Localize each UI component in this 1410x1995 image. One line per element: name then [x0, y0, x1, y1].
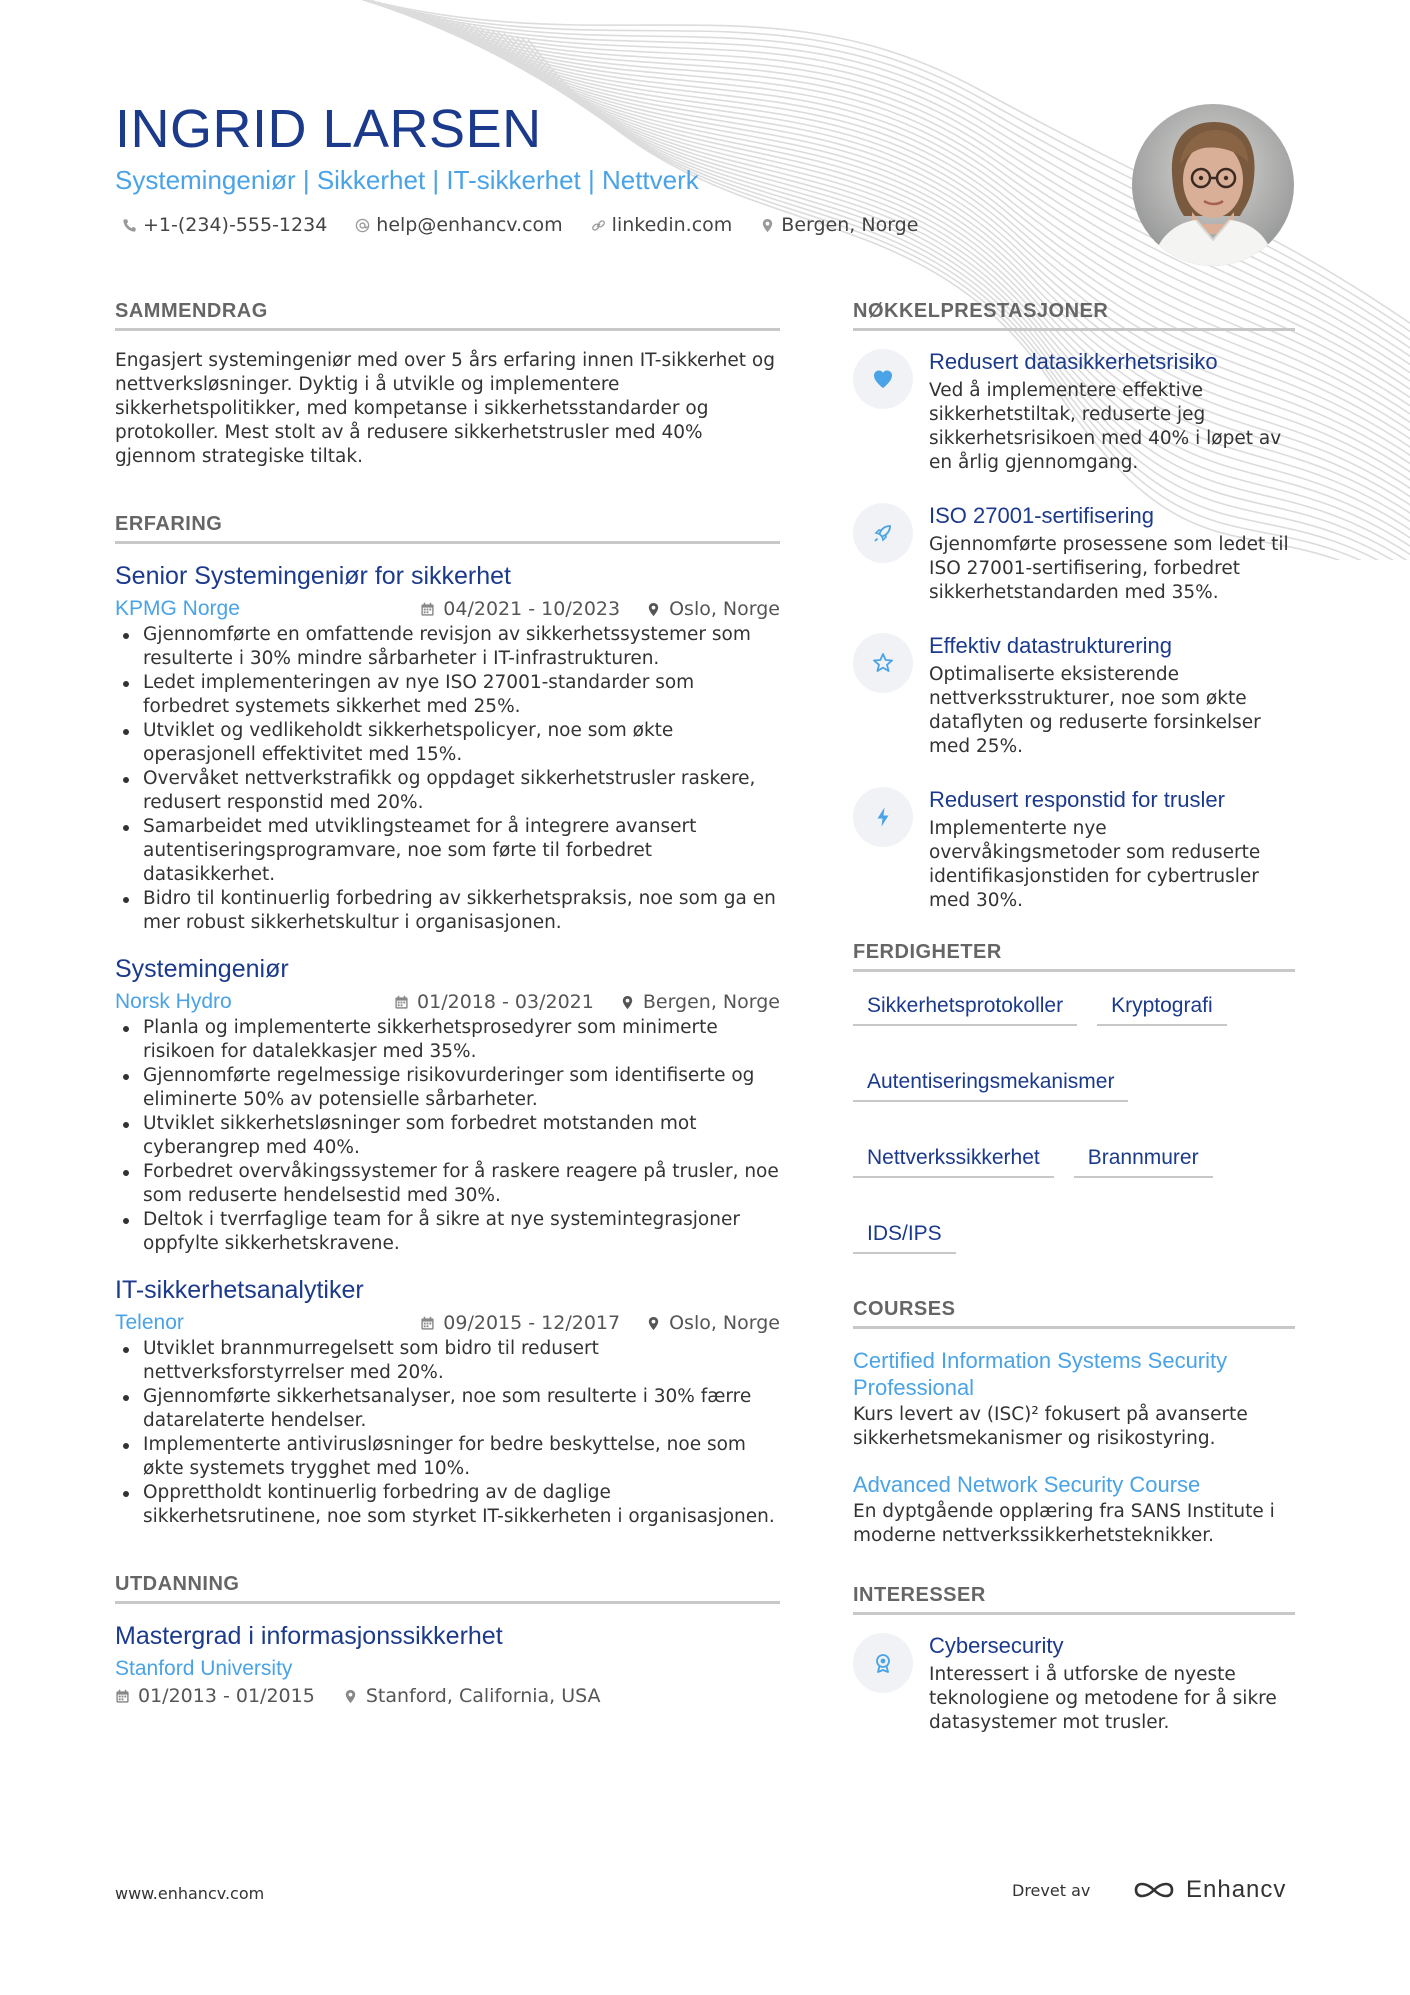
location-pin-icon [620, 995, 635, 1010]
footer-brand-logo[interactable] [1132, 1876, 1286, 1904]
education-school: Stanford University [115, 1657, 293, 1680]
job-dates [420, 598, 620, 620]
achievement-item-title: ISO 27001-sertifisering [929, 503, 1154, 528]
job-company: Norsk Hydro [115, 990, 232, 1013]
job-bullet: Planla og implementerte sikkerhetsprosedyrer som minimerte risikoen for datalekkasjer med 35%. [143, 1016, 780, 1064]
calendar-icon [394, 995, 409, 1010]
education-location-text: Stanford, California, USA [365, 1685, 601, 1707]
right-column [853, 300, 1295, 1763]
location-pin-icon [646, 1316, 661, 1331]
job-bullet: Forbedret overvåkingssystemer for å raskere reagere på trusler, noe som reduserte hendelsestid med 30%. [143, 1161, 779, 1206]
job-meta-right [394, 991, 780, 1013]
course-item [853, 1347, 1295, 1451]
achievement-item-body [929, 633, 1295, 759]
achievements-heading: NØKKELPRESTASJONER [853, 300, 1295, 331]
contact-email[interactable] [355, 214, 562, 236]
job-bullet: Overvåket nettverkstrafikk og oppdaget sikkerhetstrusler raskere, redusert responstid med 20%. [143, 767, 780, 815]
education-heading: UTDANNING [115, 1573, 780, 1604]
job-bullet: Deltok i tverrfaglige team for å sikre at nye systemintegrasjoner oppfylte sikkerhetskravene. [143, 1208, 780, 1256]
calendar-icon [420, 1316, 435, 1331]
achievement-item-body [929, 349, 1295, 475]
achievement-item-desc: Optimaliserte eksisterende nettverksstrukturer, noe som økte dataflyten og reduserte forsinkelser med 25%. [929, 664, 1261, 757]
job-location [646, 1312, 780, 1334]
course-item [853, 1471, 1295, 1548]
job-bullet: Implementerte antivirusløsninger for bedre beskyttelse, noe som økte systemets trygghet med 10%. [143, 1433, 780, 1481]
location-pin-icon [760, 218, 775, 233]
skills-list [853, 990, 1295, 1254]
job-location [620, 991, 780, 1013]
course-title: Advanced Network Security Course [853, 1472, 1201, 1497]
job-bullet: Utviklet brannmurregelsett som bidro til redusert nettverksforstyrrelser med 20%. [143, 1337, 780, 1385]
experience-list [115, 562, 780, 1529]
link-icon [591, 218, 606, 233]
achievement-item-desc: Implementerte nye overvåkingsmetoder som reduserte identifikasjonstiden for cybertrusler med 30%. [929, 818, 1261, 911]
education-location [343, 1685, 601, 1707]
job-bullet: Bidro til kontinuerlig forbedring av sikkerhetspraksis, noe som ga en mer robust sikkerhetskultur i organisasjonen. [143, 887, 780, 935]
calendar-icon [115, 1689, 130, 1704]
job-meta [115, 990, 780, 1014]
job-bullet: Ledet implementeringen av nye ISO 27001-standarder som forbedret systemets sikkerhet med 25%. [143, 671, 780, 719]
job-entry [115, 955, 780, 1256]
interest-item [853, 1633, 1295, 1735]
job-dates [394, 991, 594, 1013]
candidate-headline: Systemingeniør | Sikkerhet | IT-sikkerhet | Nettverk [115, 165, 699, 195]
skills-heading: FERDIGHETER [853, 941, 1295, 972]
enhancv-logo-icon [1132, 1878, 1176, 1902]
job-bullet: Gjennomførte sikkerhetsanalyser, noe som resulterte i 30% færre datarelaterte hendelser. [143, 1385, 780, 1433]
phone-icon [122, 218, 137, 233]
achievement-item-title: Effektiv datastrukturering [929, 633, 1172, 658]
job-company: Telenor [115, 1311, 184, 1334]
interests-list [853, 1633, 1295, 1735]
job-dates-text: 01/2018 - 03/2021 [417, 991, 594, 1013]
phone-text: +1-(234)-555-1234 [143, 214, 328, 236]
job-bullet: Gjennomførte regelmessige risikovurderinger som identifiserte og eliminerte 50% av potensielle sårbarheter. [143, 1064, 780, 1112]
location-pin-icon [646, 602, 661, 617]
job-dates-text: 09/2015 - 12/2017 [443, 1312, 621, 1334]
award-icon [853, 1633, 913, 1693]
courses-list [853, 1347, 1295, 1548]
job-dates-text: 04/2021 - 10/2023 [443, 598, 621, 620]
contact-bar [122, 214, 918, 236]
profile-photo [1132, 104, 1294, 266]
achievement-item-title: Redusert responstid for trusler [929, 787, 1225, 812]
job-bullets [115, 1337, 780, 1529]
at-icon [355, 218, 370, 233]
skill-tag: Brannmurer [1074, 1142, 1213, 1178]
job-meta [115, 597, 780, 621]
course-title: Certified Information Systems Security Professional [853, 1348, 1228, 1400]
achievement-item-body [929, 787, 1295, 913]
job-location-text: Oslo, Norge [669, 598, 780, 620]
job-location [646, 598, 780, 620]
education-degree: Mastergrad i informasjonssikkerhet [115, 1622, 503, 1650]
job-meta-right [420, 598, 780, 620]
job-meta-right [420, 1312, 780, 1334]
achievement-item-desc: Ved å implementere effektive sikkerhetstiltak, reduserte jeg sikkerhetsrisikoen med 40% i løpet av en årlig gjennomgang. [929, 380, 1282, 473]
skill-tag: Autentiseringsmekanismer [853, 1066, 1128, 1102]
footer-powered-by: Drevet av [1012, 1881, 1091, 1900]
experience-heading: ERFARING [115, 513, 780, 544]
linkedin-text: linkedin.com [611, 214, 733, 236]
job-bullet: Utviklet og vedlikeholdt sikkerhetspolicyer, noe som økte operasjonell effektivitet med 15%. [143, 719, 780, 767]
education-dates-text: 01/2013 - 01/2015 [138, 1685, 315, 1707]
job-dates [420, 1312, 620, 1334]
job-entry [115, 562, 780, 935]
heart-icon [853, 349, 913, 409]
education-meta [115, 1685, 780, 1707]
candidate-name: INGRID LARSEN [115, 99, 542, 159]
course-desc: Kurs levert av (ISC)² fokusert på avanserte sikkerhetsmekanismer og risikostyring. [853, 1404, 1248, 1449]
contact-phone[interactable] [122, 214, 327, 236]
rocket-icon [853, 503, 913, 563]
achievement-item [853, 503, 1295, 605]
job-title: IT-sikkerhetsanalytiker [115, 1276, 364, 1304]
achievement-item [853, 633, 1295, 759]
achievement-item [853, 787, 1295, 913]
achievement-item [853, 349, 1295, 475]
interest-item-body [929, 1633, 1295, 1735]
job-company: KPMG Norge [115, 597, 240, 620]
interests-heading: INTERESSER [853, 1584, 1295, 1615]
achievement-item-body [929, 503, 1295, 605]
education-dates [115, 1685, 315, 1707]
job-location-text: Bergen, Norge [642, 991, 780, 1013]
star-icon [853, 633, 913, 693]
skill-tag: Kryptografi [1097, 990, 1227, 1026]
job-bullets [115, 1016, 780, 1256]
job-bullets [115, 623, 780, 935]
achievement-item-desc: Gjennomførte prosessene som ledet til ISO 27001-sertifisering, forbedret sikkerhetstandarden med 35%. [929, 534, 1289, 603]
achievements-list [853, 349, 1295, 913]
job-meta [115, 1311, 780, 1335]
job-bullet: Samarbeidet med utviklingsteamet for å integrere avansert autentiseringsprogramvare, noe som førte til forbedret datasikkerhet. [143, 815, 780, 887]
skill-tag: Nettverkssikkerhet [853, 1142, 1054, 1178]
interest-item-desc: Interessert i å utforske de nyeste teknologiene og metodene for å sikre datasystemer mot trusler. [929, 1664, 1277, 1733]
interest-item-title: Cybersecurity [929, 1633, 1064, 1658]
skill-tag: Sikkerhetsprotokoller [853, 990, 1077, 1026]
summary-text: Engasjert systemingeniør med over 5 års erfaring innen IT-sikkerhet og nettverksløsninger. Dyktig i å utvikle og implementere sikkerhetspolitikker, med kompetanse i sikkerhetsstandarder og protokoller. Mest stolt av å redusere sikkerhetstrusler med 40% gjennom strategiske tiltak. [115, 350, 775, 467]
location-pin-icon [343, 1689, 358, 1704]
job-bullet: Utviklet sikkerhetsløsninger som forbedret motstanden mot cyberangrep med 40%. [143, 1112, 780, 1160]
job-bullet: Opprettholdt kontinuerlig forbedring av de daglige sikkerhetsrutinene, noe som styrket IT-sikkerheten i organisasjonen. [143, 1481, 780, 1529]
lightning-icon [853, 787, 913, 847]
job-entry [115, 1276, 780, 1529]
summary-heading: SAMMENDRAG [115, 300, 780, 331]
brand-name: Enhancv [1186, 1876, 1287, 1903]
contact-linkedin[interactable] [591, 214, 733, 236]
calendar-icon [420, 602, 435, 617]
contact-location [760, 214, 918, 236]
job-location-text: Oslo, Norge [669, 1312, 780, 1334]
email-text: help@enhancv.com [376, 214, 563, 236]
achievement-item-title: Redusert datasikkerhetsrisiko [929, 349, 1218, 374]
job-title: Senior Systemingeniør for sikkerhet [115, 562, 511, 590]
left-column [115, 300, 780, 1707]
skill-tag: IDS/IPS [853, 1218, 956, 1254]
footer-website[interactable]: www.enhancv.com [115, 1884, 265, 1903]
courses-heading: COURSES [853, 1298, 1295, 1329]
location-text: Bergen, Norge [781, 214, 919, 236]
course-desc: En dyptgående opplæring fra SANS Institute i moderne nettverkssikkerhetsteknikker. [853, 1501, 1275, 1546]
job-title: Systemingeniør [115, 955, 289, 983]
job-bullet: Gjennomførte en omfattende revisjon av sikkerhetssystemer som resulterte i 30% mindre sårbarheter i IT-infrastrukturen. [143, 623, 780, 671]
